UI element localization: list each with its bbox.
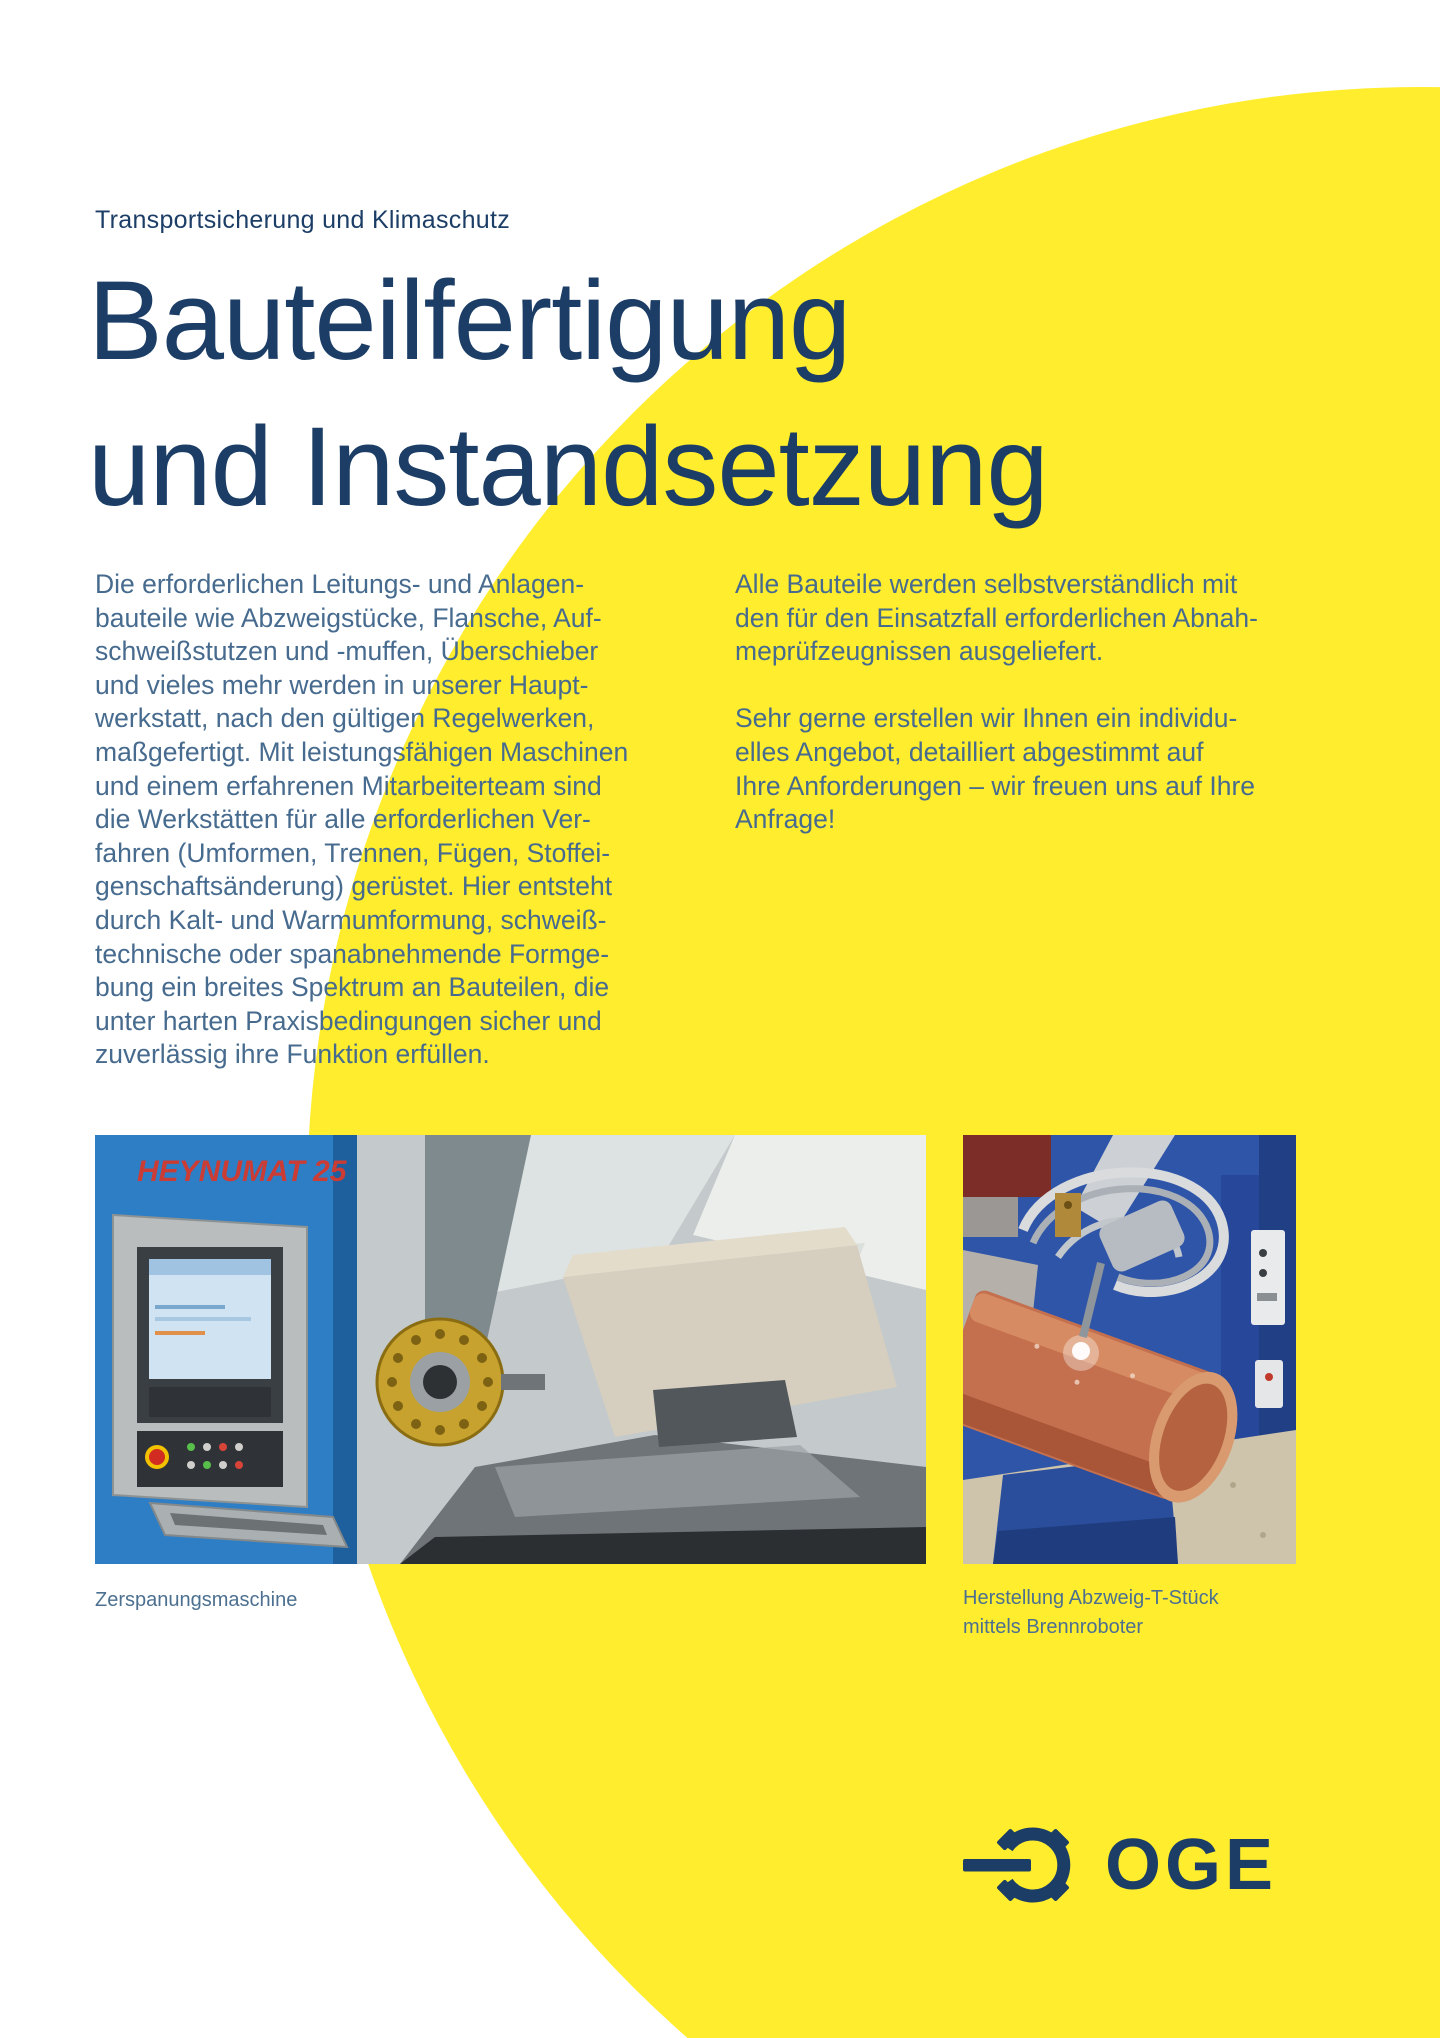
oge-logo	[963, 1816, 1277, 1914]
oge-logo-mark-icon	[963, 1816, 1087, 1914]
page-title	[88, 248, 1048, 540]
body-column-left: Die erforderlichen Leitungs- und Anlagen- bauteile wie Abzweigstücke, Flansche, Auf- schweißstutzen und -muffen, Überschieber und vieles mehr werden in unserer Haupt- werkstatt, nach den gültigen Regelwerken, maßgefertigt. Mit leistungsfähigen Maschinen und einem erfahrenen Mitarbeiterteam sind die Werkstätten für alle erforderlichen Ver- fahren (Umformen, Trennen, Fügen, Stoffei- genschaftsänderung) gerüstet. Hier entsteht durch Kalt- und Warmumformung, schweiß- technische oder spanabnehmende Formge- bung ein breites Spektrum an Bauteilen, die unter harten Praxisbedingungen sicher und zuverlässig ihre Funktion erfüllen.	[95, 569, 629, 1070]
machining-machine-illustration	[95, 1135, 926, 1564]
photo-machining-machine	[95, 1135, 926, 1564]
kicker-text: Transportsicherung und Klimaschutz	[95, 206, 511, 234]
page-title-line1: Bauteilfertigung	[88, 258, 851, 383]
cutting-robot-illustration	[963, 1135, 1296, 1564]
photo-cutting-robot	[963, 1135, 1296, 1564]
body-column-right: Alle Bauteile werden selbstverständlich mit den für den Einsatzfall erforderlichen Abnah- meprüfzeugnissen ausgeliefert. Sehr gerne erstellen wir Ihnen ein individu- elles Angebot, detailliert abgestimmt auf Ihre Anforderungen – wir freuen uns auf Ihre Anfrage!	[735, 569, 1258, 835]
machine-label: HEYNUMAT 25	[137, 1155, 347, 1188]
caption-machining-machine: Zerspanungsmaschine	[95, 1589, 298, 1611]
page-title-line2: und Instandsetzung	[88, 404, 1048, 529]
caption-cutting-robot: Herstellung Abzweig-T-Stück mittels Brennroboter	[963, 1587, 1219, 1638]
control-box	[1251, 1230, 1285, 1408]
oge-logo-text: OGE	[1105, 1825, 1278, 1905]
